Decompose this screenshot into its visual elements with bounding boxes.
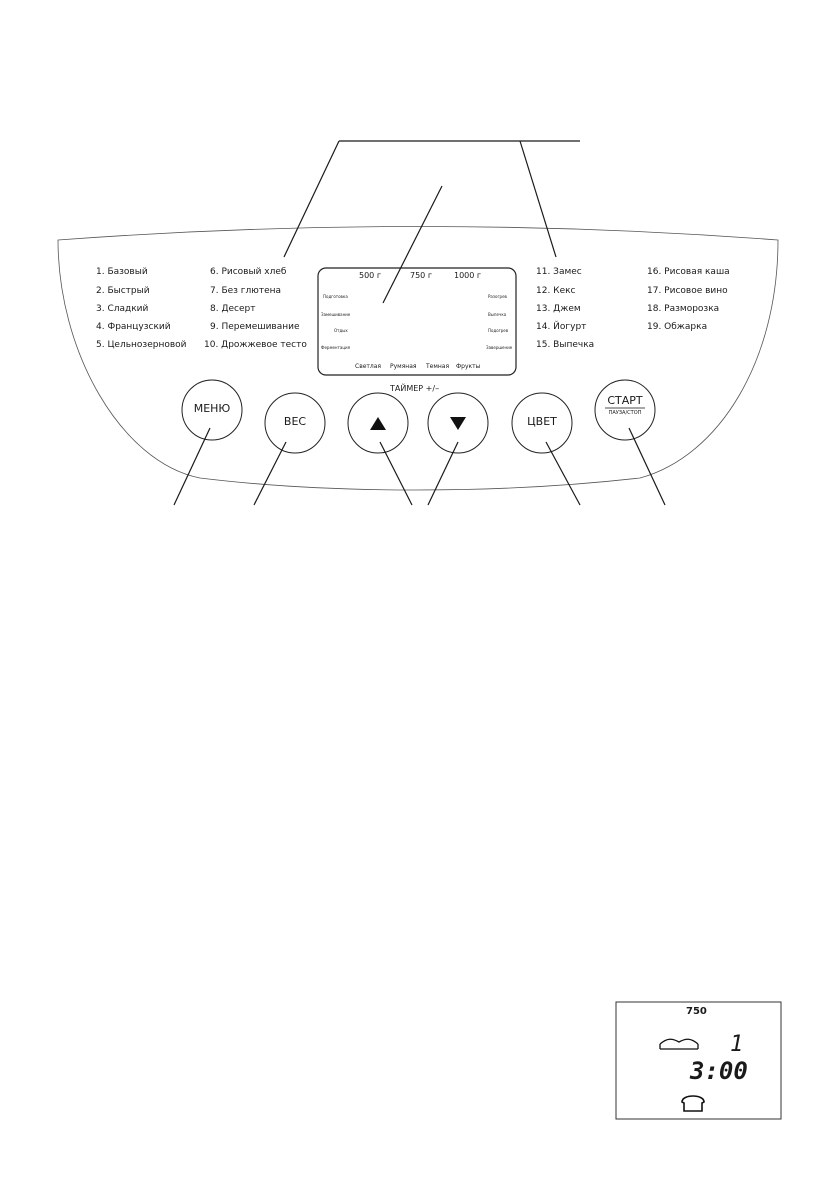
program-item[interactable]: 4. Французский (96, 322, 171, 332)
weight-button[interactable]: ВЕС (283, 415, 307, 428)
mini-program-number: 1 (730, 1032, 744, 1057)
crust-label: Фрукты (456, 363, 481, 370)
weight-label-500: 500 г (359, 271, 382, 280)
mini-weight-label: 750 (686, 1006, 707, 1017)
program-item[interactable]: 9. Перемешивание (210, 322, 300, 332)
program-item[interactable]: 6. Рисовый хлеб (210, 267, 287, 277)
pause-stop-label: ПАУЗА/СТОП (608, 410, 642, 416)
program-item[interactable]: 18. Разморозка (647, 304, 720, 314)
program-item[interactable]: 2. Быстрый (96, 286, 150, 296)
program-item[interactable]: 19. Обжарка (647, 322, 708, 332)
weight-label-1000: 1000 г (454, 271, 482, 280)
program-item[interactable]: 14. Йогурт (536, 322, 587, 332)
program-item[interactable]: 5. Цельнозерновой (96, 340, 187, 350)
book-icon (660, 1039, 698, 1049)
stage-label-right: Выпечка (488, 312, 507, 317)
stage-label-left: Подготовка (323, 294, 348, 299)
program-item[interactable]: 13. Джем (536, 304, 581, 314)
timer-up-button[interactable] (348, 393, 408, 453)
program-item[interactable]: 11. Замес (536, 267, 582, 277)
lcd-frame (318, 268, 516, 375)
program-item[interactable]: 7. Без глютена (210, 286, 282, 296)
program-item[interactable]: 16. Рисовая каша (647, 267, 730, 277)
program-item[interactable]: 15. Выпечка (536, 340, 595, 350)
menu-button[interactable]: МЕНЮ (193, 402, 231, 415)
stage-label-right: Разогрев (488, 294, 507, 299)
program-item[interactable]: 1. Базовый (96, 267, 148, 277)
program-item[interactable]: 17. Рисовое вино (647, 286, 728, 296)
program-item[interactable]: 10. Дрожжевое тесто (204, 340, 307, 350)
start-button[interactable]: СТАРТ (607, 394, 643, 407)
mini-time: 3:00 (690, 1057, 748, 1085)
timer-down-button[interactable] (428, 393, 488, 453)
stage-label-left: Отдых (334, 328, 348, 333)
bread-icon (682, 1096, 704, 1111)
stage-label-right: Подогрев (488, 328, 509, 333)
callout-lines-bottom (174, 428, 665, 505)
crust-label: Светлая (355, 363, 382, 370)
crust-label: Румяная (390, 363, 417, 370)
color-button[interactable]: ЦВЕТ (527, 415, 557, 428)
program-item[interactable]: 8. Десерт (210, 304, 256, 314)
stage-label-left: Ферментация (321, 345, 351, 350)
program-item[interactable]: 3. Сладкий (96, 304, 149, 314)
stage-label-right: Завершение (486, 345, 513, 350)
program-item[interactable]: 12. Кекс (536, 286, 576, 296)
crust-label: Темная (426, 363, 450, 370)
stage-label-left: Замешивание (321, 312, 351, 317)
timer-label: ТАЙМЕР +/– (390, 384, 440, 393)
weight-label-750: 750 г (410, 271, 433, 280)
